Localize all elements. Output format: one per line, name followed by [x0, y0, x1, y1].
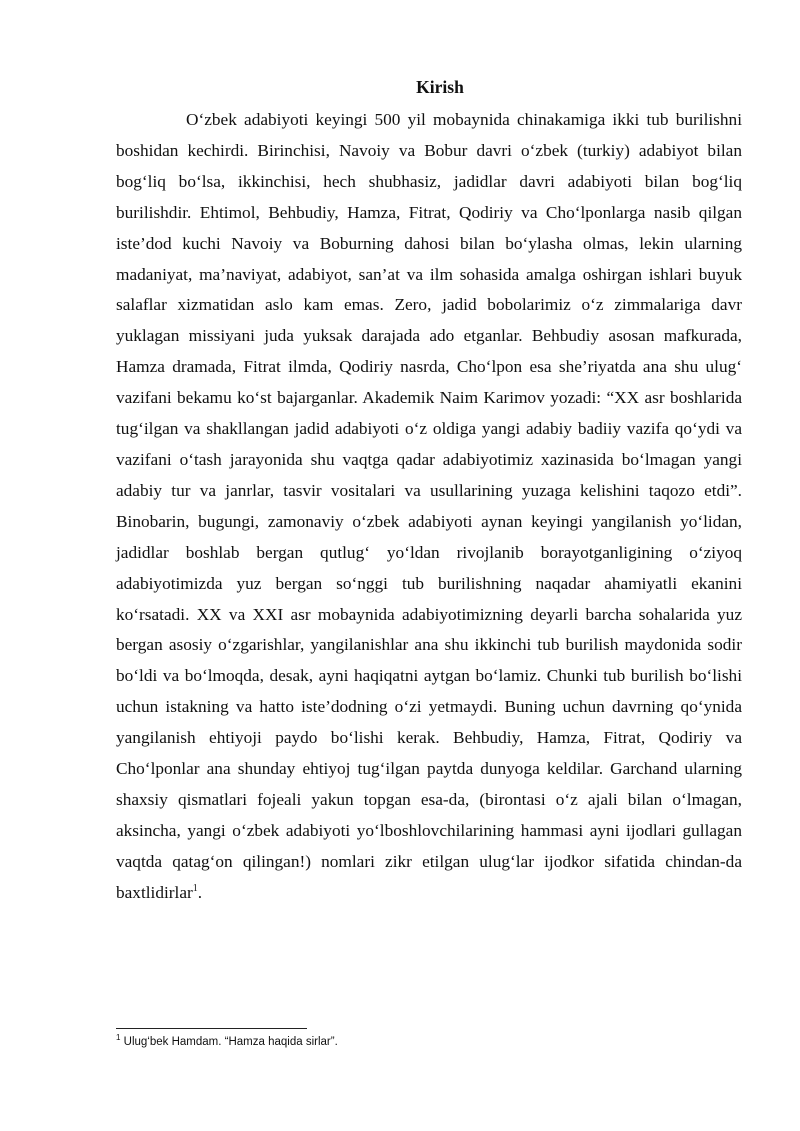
footnote — [116, 1033, 742, 1048]
paragraph-end-period: . — [197, 882, 203, 902]
footnote-text: Ulug‘bek Hamdam. “Hamza haqida sirlar”. — [123, 1036, 338, 1048]
page-title: Kirish — [416, 77, 464, 97]
paragraph-text: O‘zbek adabiyoti keyingi 500 yil mobaynida chinakamiga ikki tub burilishni boshidan kechirdi. Birinchisi, Navoiy va Bobur davri o‘zbek (turkiy) adabiyot bilan bog‘liq bo‘lsa, ikkinchisi, hech shubhasiz, jadidlar davri adabiyoti bilan bog‘liq burilishdir. Ehtimol, Behbudiy, Hamza, Fitrat, Qodiriy va Cho‘lponlarga nasib qilgan iste’dod kuchi Navoiy va Boburning dahosi bilan bo‘ylasha olmas, lekin ularning madaniyat, ma’naviyat, adabiyot, san’at va ilm sohasida amalga oshirgan ishlari buyuk salaflar xizmatidan aslo kam emas. Zero, jadid bobolarimiz o‘z zimmalariga davr yuklagan missiyani juda yuksak darajada ado etganlar. Behbudiy asosan mafkurada, Hamza dramada, Fitrat ilmda, Qodiriy nasrda, Cho‘lpon esa she’riyatda ana shu ulug‘ vazifani bekamu ko‘st bajarganlar. Akademik Naim Karimov yozadi: “XX asr boshlarida tug‘ilgan va shakllangan jadid adabiyoti o‘z oldiga yangi adabiy badiiy vazifa qo‘ydi va vazifani o‘tash jarayonida shu vaqtga qadar adabiyotimiz xazinasida bo‘lmagan yangi adabiy tur va janrlar, tasvir vositalari va usullarining yuzaga kelishini taqozo etdi”. Binobarin, bugungi, zamonaviy o‘zbek adabiyoti aynan keyingi yangilanish yo‘lidan, jadidlar boshlab bergan qutlug‘ yo‘ldan rivojlanib borayotganligining o‘ziyoq adabiyotimizda yuz bergan so‘nggi tub burilishning naqadar ahamiyatli ekanini ko‘rsatadi. XX va XXI asr mobaynida adabiyotimizning deyarli barcha sohalarida yuz bergan asosiy o‘zgarishlar, yangilanishlar ana shu ikkinchi tub burilish maydonida sodir bo‘ldi va bo‘lmoqda, desak, ayni haqiqatni aytgan bo‘lamiz. Chunki tub burilish bo‘lishi uchun istakning va hatto iste’dodning o‘zi yetmaydi. Buning uchun davrning qo‘ynida yangilanish ehtiyoji paydo bo‘lishi kerak. Behbudiy, Hamza, Fitrat, Qodiriy va Cho‘lponlar ana shunday ehtiyoj tug‘ilgan paytda dunyoga keldilar. Garchand ularning shaxsiy qismatlari fojeali yakun topgan esa-da, (birontasi o‘z ajali bilan o‘lmagan, aksincha, yangi o‘zbek adabiyoti yo‘lboshlovchilarining hammasi ayni ijodlari gullagan vaqtda qatag‘on qilingan!) nomlari zikr etilgan ulug‘lar ijodkor sifatida chindan-da baxtlidirlar — [116, 110, 742, 902]
footnote-separator — [116, 1028, 307, 1029]
body-paragraph — [116, 105, 742, 909]
footnote-reference[interactable]: 1 — [192, 882, 198, 894]
footnote-marker: 1 — [116, 1033, 121, 1043]
